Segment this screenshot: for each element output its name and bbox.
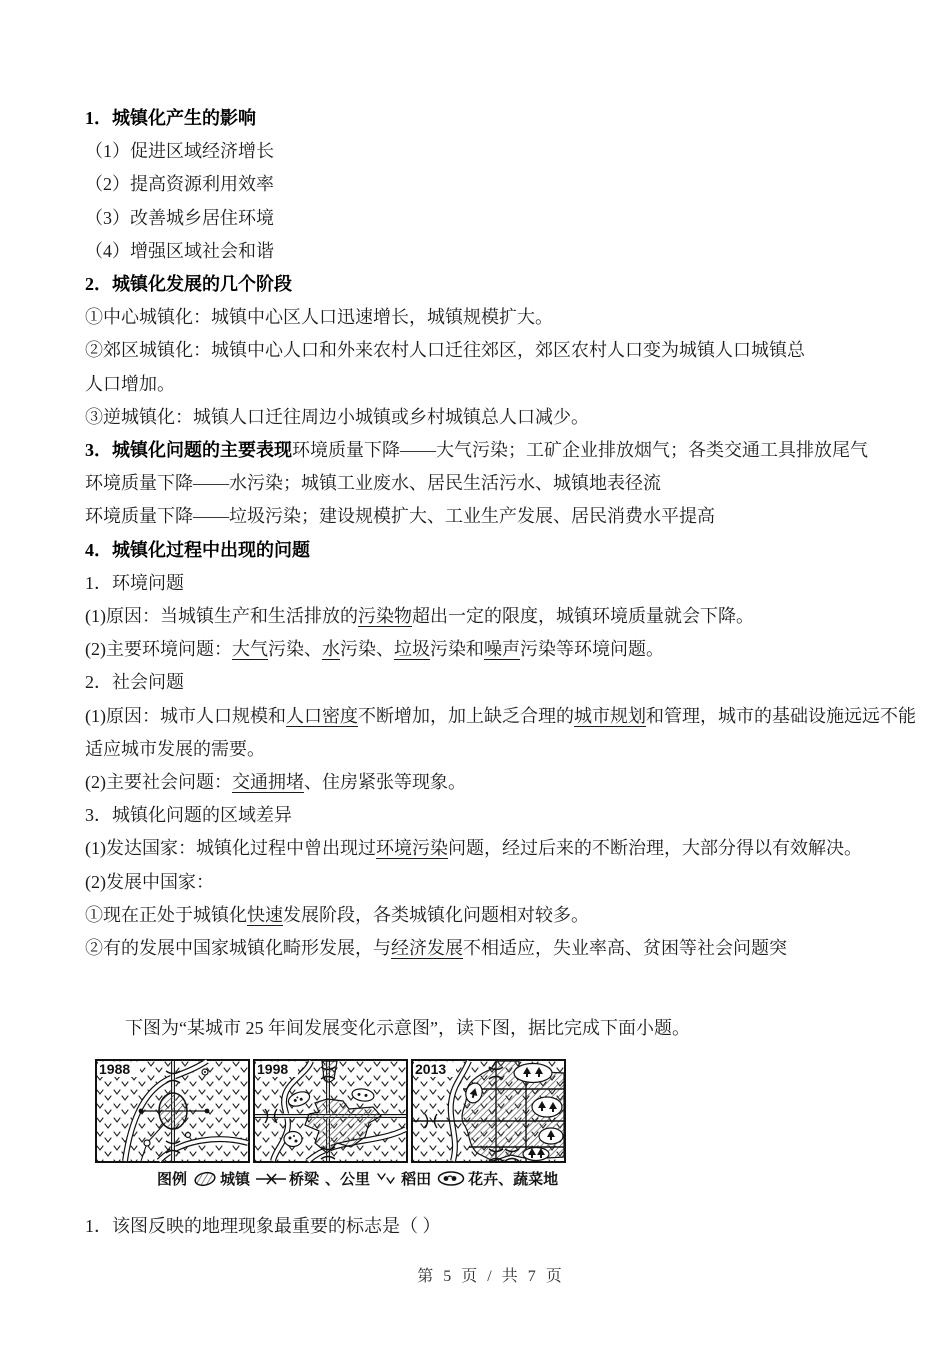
doc-line [85, 135, 897, 168]
map-legend [157, 1168, 897, 1189]
text-segment: 不相适应，失业率高、贫困等社会问题突 [463, 938, 787, 959]
panel-year-label: 1998 [257, 1061, 289, 1078]
doc-line [85, 534, 897, 567]
doc-line [85, 467, 897, 500]
figure-intro: 下图为“某城市 25 年间发展变化示意图”，读下图，据比完成下面小题。 [125, 1018, 690, 1039]
doc-line [85, 633, 897, 666]
text-segment: (2)主要环境问题： [85, 639, 232, 660]
doc-line [85, 401, 897, 434]
doc-line [85, 102, 897, 135]
text-segment: 和管理，城市的基础设施远远不能 [646, 705, 916, 726]
doc-line [85, 600, 897, 633]
text-segment: 问题，经过后来的不断治理，大部分得以有效解决。 [448, 838, 862, 859]
text-segment: 1．城镇化产生的影响 [85, 108, 256, 128]
question-line: 1．该图反映的地理现象最重要的标志是（ ） [85, 1216, 441, 1237]
doc-line [85, 733, 897, 766]
text-segment: ①现在正处于城镇化 [85, 904, 247, 925]
tree-patch [523, 1148, 549, 1161]
text-segment: 4．城镇化过程中出现的问题 [85, 539, 310, 560]
flower-field-icon [437, 1171, 465, 1186]
doc-line [85, 301, 897, 334]
text-segment: 城市规划 [574, 705, 646, 726]
rice-paddy-icon [376, 1172, 398, 1186]
map-panel-1998 [253, 1059, 408, 1163]
doc-line [85, 866, 897, 899]
text-segment: 1．环境问题 [85, 572, 184, 593]
doc-line [85, 202, 897, 235]
text-segment: （1）促进区域经济增长 [85, 141, 274, 162]
doc-line [85, 168, 897, 201]
text-segment: ②郊区城镇化：城镇中心人口和外来农村人口迁往郊区，郊区农村人口变为城镇人口城镇总 [85, 340, 805, 361]
text-segment: 3．城镇化问题的主要表现 [85, 440, 292, 461]
tree-patch [514, 1064, 552, 1083]
text-segment: 污染、 [268, 639, 322, 660]
panel-year-label: 2013 [415, 1061, 447, 1078]
text-segment: (1)原因：当城镇生产和生活排放的 [85, 606, 358, 627]
doc-line [85, 666, 897, 699]
doc-line [85, 235, 897, 268]
doc-line [85, 334, 897, 367]
legend-item-flower: 花卉、蔬菜地 [437, 1168, 558, 1189]
text-segment: 污染和 [430, 639, 484, 660]
tree-patch [532, 1097, 562, 1117]
text-segment: 经济发展 [391, 938, 463, 959]
text-segment: 环境质量下降——垃圾污染；建设规模扩大、工业生产发展、居民消费水平提高 [85, 506, 715, 527]
flower-patch [284, 1132, 302, 1147]
doc-line [85, 368, 897, 401]
text-segment: (1)原因：城市人口规模和 [85, 705, 286, 726]
city-development-figure [95, 1059, 897, 1189]
text-segment: (2)主要社会问题： [85, 772, 232, 793]
legend-item-paddy: 稻田 [376, 1168, 431, 1189]
town-hatch-icon [193, 1171, 217, 1187]
doc-line [85, 899, 897, 932]
doc-line [85, 268, 897, 301]
doc-line [85, 932, 897, 965]
text-segment: 大气 [232, 639, 268, 660]
text-segment: （4）增强区域社会和谐 [85, 240, 274, 261]
text-segment: 环境污染 [376, 838, 448, 859]
text-segment: 污染物 [358, 606, 412, 627]
doc-line [85, 434, 897, 467]
text-segment: 快速 [247, 904, 283, 925]
text-segment: 不断增加，加上缺乏合理的 [358, 705, 574, 726]
text-segment: 2．城镇化发展的几个阶段 [85, 274, 292, 295]
text-segment: （2）提高资源利用效率 [85, 174, 274, 195]
town-area [159, 1093, 187, 1129]
text-segment: 垃圾 [394, 639, 430, 660]
doc-line [85, 832, 897, 865]
bridge-icon [256, 1172, 286, 1186]
tree-patch [539, 1128, 563, 1144]
text-segment: 噪声 [484, 639, 520, 660]
text-segment: ③逆城镇化：城镇人口迁往周边小城镇或乡村城镇总人口减少。 [85, 406, 589, 427]
text-segment: 污染等环境问题。 [520, 639, 664, 660]
page-footer: 第 5 页 / 共 7 页 [417, 1268, 565, 1286]
map-panel-1988 [95, 1059, 250, 1163]
doc-line [85, 567, 897, 600]
doc-line [85, 766, 897, 799]
text-segment: 3．城镇化问题的区域差异 [85, 805, 292, 826]
doc-line [85, 700, 916, 733]
text-segment: 环境质量下降——水污染；城镇工业废水、居民生活污水、城镇地表径流 [85, 473, 661, 494]
text-segment: 人口密度 [286, 705, 358, 726]
document-lines [85, 102, 916, 965]
text-segment: 人口增加。 [85, 373, 175, 394]
text-segment: 发展阶段，各类城镇化问题相对较多。 [283, 904, 589, 925]
text-segment: 2．社会问题 [85, 672, 184, 693]
text-segment: 适应城市发展的需要。 [85, 738, 265, 759]
legend-title: 图例 [157, 1171, 188, 1189]
doc-line [85, 799, 897, 832]
legend-item-town: 城镇 [193, 1168, 250, 1189]
text-segment: (2)发展中国家： [85, 871, 214, 892]
panel-year-label: 1988 [99, 1061, 131, 1078]
legend-item-road: 、公里 [325, 1171, 371, 1189]
text-segment: 交通拥堵 [232, 772, 304, 793]
text-segment: 环境质量下降——大气污染；工矿企业排放烟气；各类交通工具排放尾气 [292, 440, 868, 461]
text-segment: ①中心城镇化：城镇中心区人口迅速增长，城镇规模扩大。 [85, 307, 553, 328]
text-segment: 、住房紧张等现象。 [304, 772, 466, 793]
map-panels [95, 1059, 897, 1163]
text-segment: 水 [322, 639, 340, 660]
map-panel-2013 [411, 1059, 566, 1163]
text-segment: ②有的发展中国家城镇化畸形发展，与 [85, 938, 391, 959]
text-segment: 污染、 [340, 639, 394, 660]
legend-item-bridge: 桥梁 [256, 1168, 319, 1189]
doc-line [85, 500, 897, 533]
text-segment: 超出一定的限度，城镇环境质量就会下降。 [412, 606, 754, 627]
text-segment: (1)发达国家：城镇化过程中曾出现过 [85, 838, 376, 859]
text-segment: （3）改善城乡居住环境 [85, 207, 274, 228]
